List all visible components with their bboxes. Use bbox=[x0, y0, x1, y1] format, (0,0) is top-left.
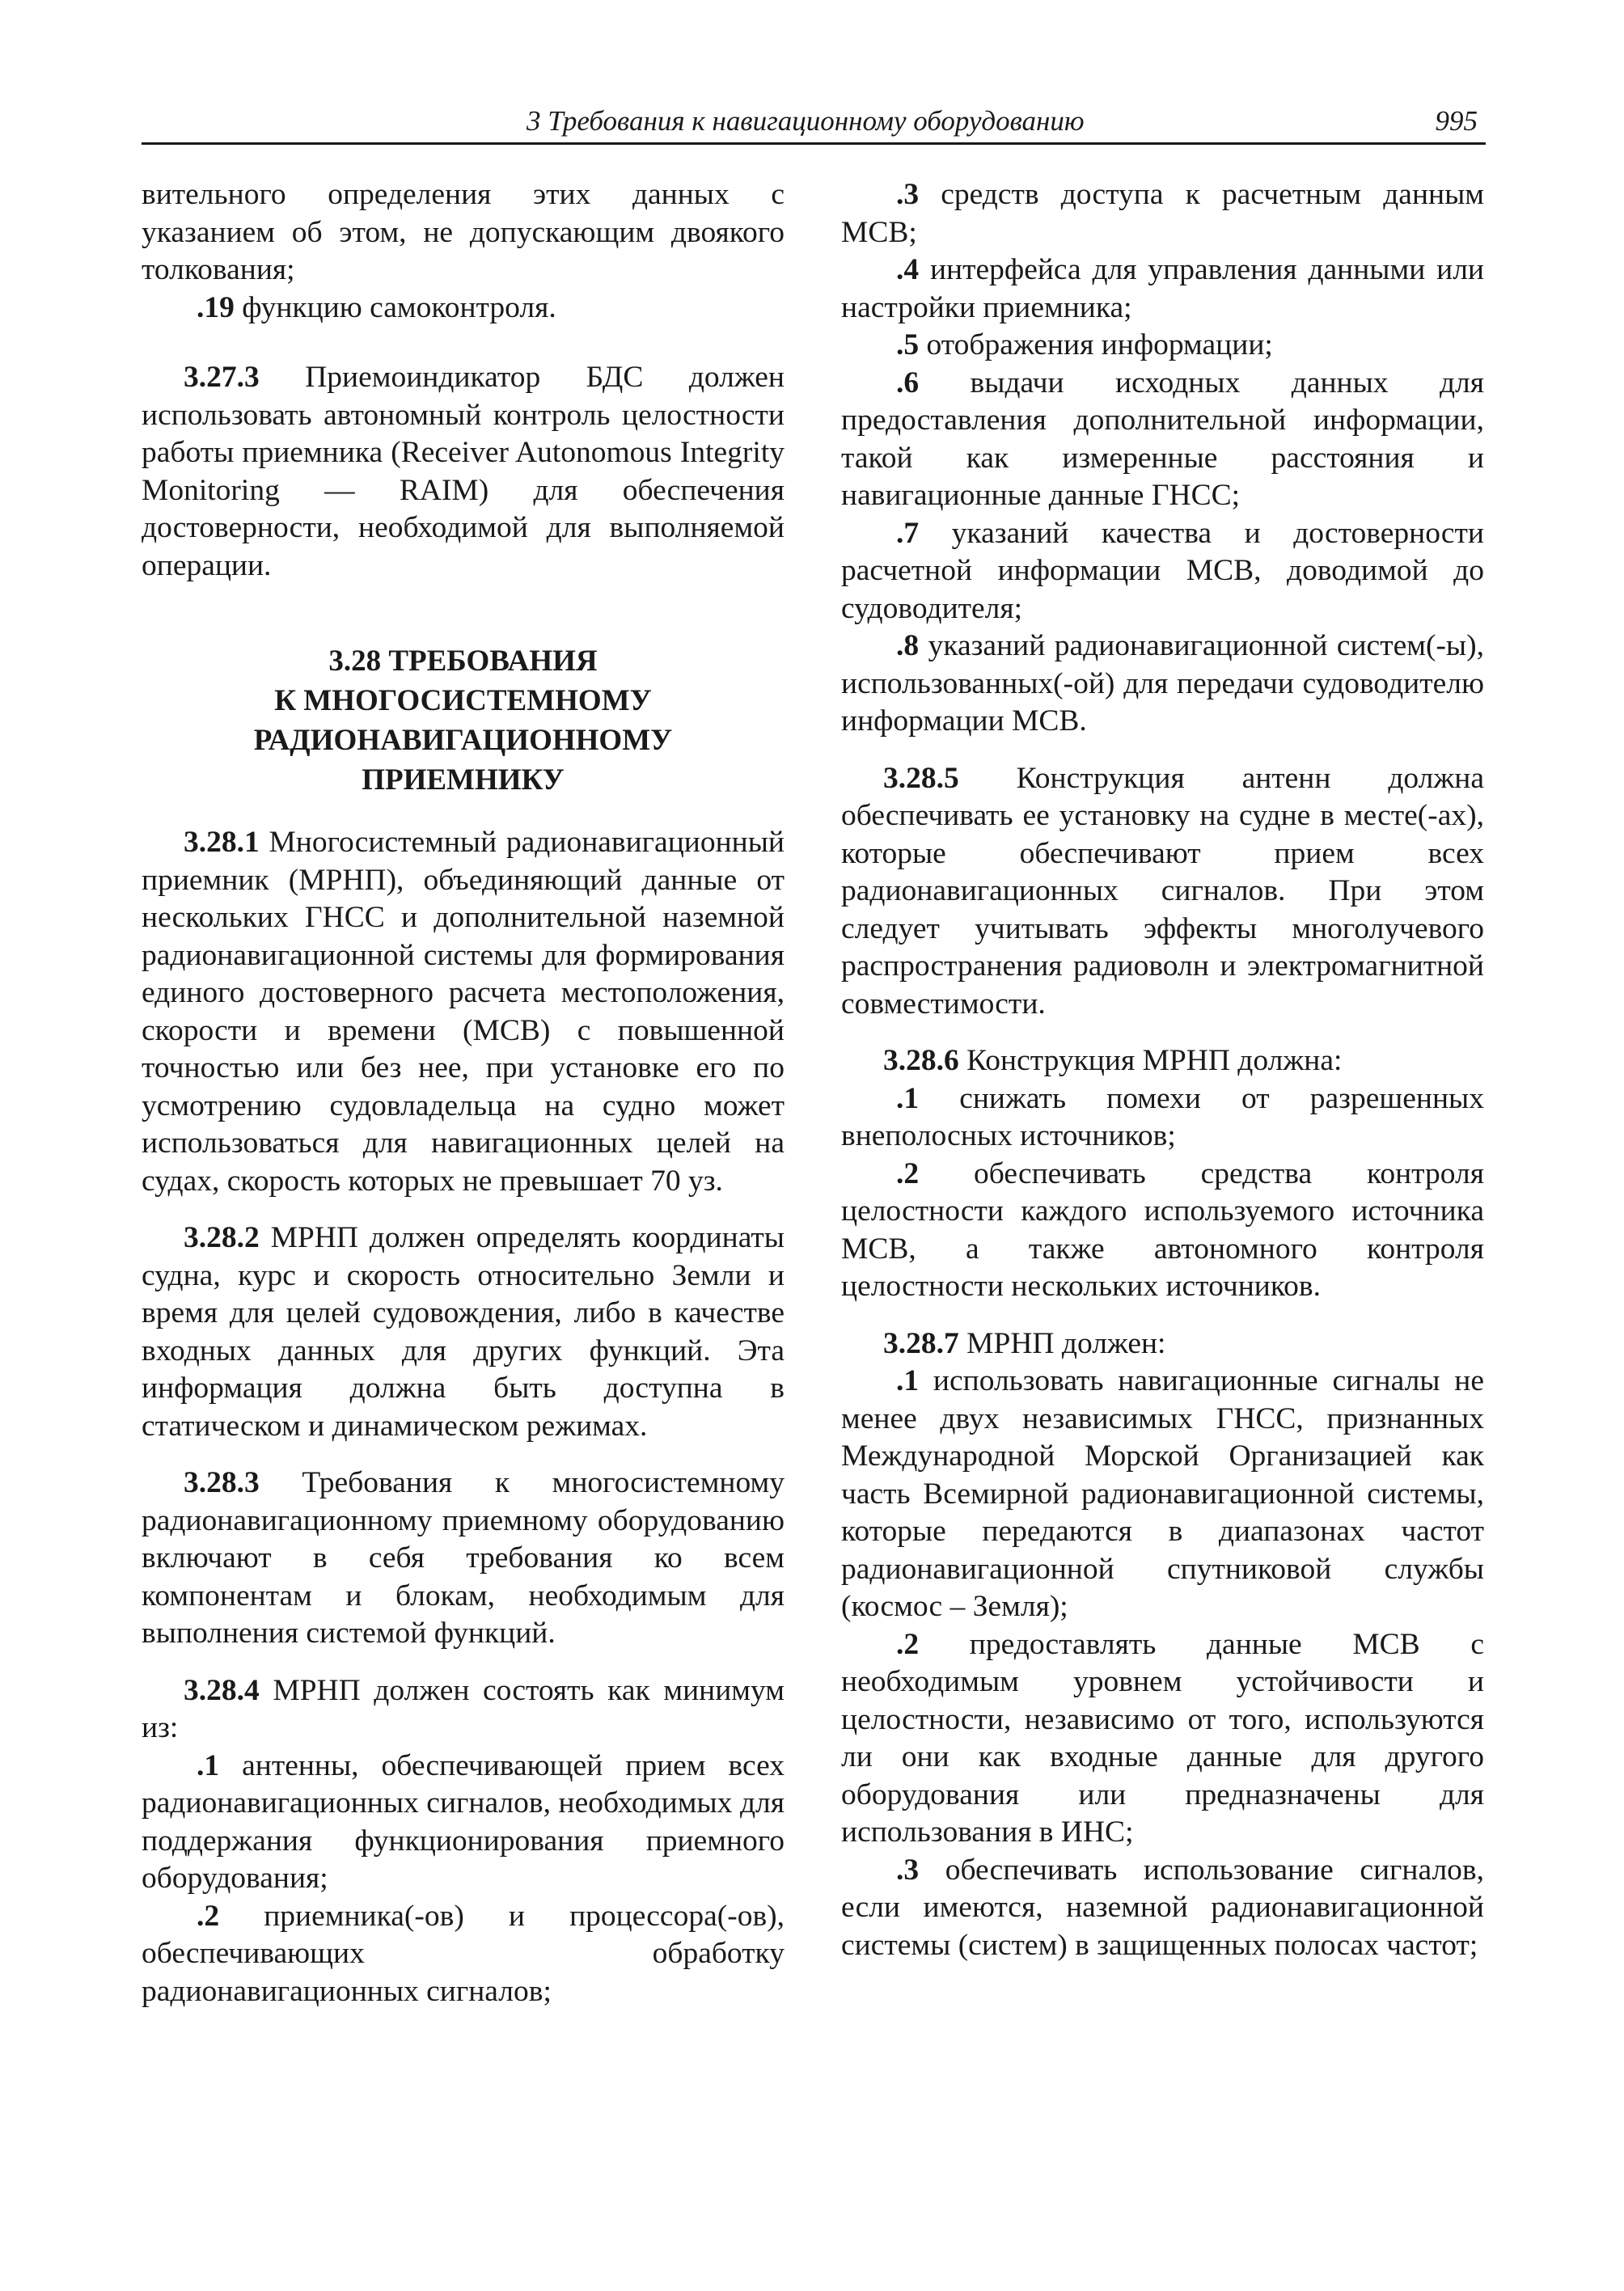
item-text: использовать навигационные сигналы не менее двух независимых ГНСС, признанных Международной Морской Организацией как часть Всемирной радионавигационной системы, которые передаются в диапазонах частот радионавигационной спутниковой службы (космос – Земля); bbox=[841, 1364, 1484, 1623]
section-number: 3.27.3 bbox=[184, 361, 260, 394]
item-text: обеспечивать средства контроля целостности каждого используемого источника МСВ, а также автономного контроля целостности нескольких источников. bbox=[841, 1156, 1484, 1303]
list-item bbox=[841, 365, 1484, 515]
item-text: предоставлять данные МСВ с необходимым уровнем устойчивости и целостности, независимо от того, используются ли они как входные данные для другого оборудования или предназначены для использования в ИНС; bbox=[841, 1627, 1484, 1849]
item-text: функцию самоконтроля. bbox=[242, 290, 556, 324]
paragraph-text: Требования к многосистемному радионавигационному приемному оборудованию включают в себя требования ко всем компонентам и блокам, необходимым для выполнения системой функций. bbox=[142, 1466, 785, 1650]
section-heading-3-28 bbox=[142, 641, 785, 800]
item-number: .6 bbox=[896, 366, 920, 399]
list-item bbox=[142, 1748, 785, 1898]
heading-line: ПРИЕМНИКУ bbox=[362, 763, 565, 797]
section-number: 3.28.4 bbox=[184, 1673, 260, 1707]
list-item bbox=[841, 1626, 1484, 1852]
item-text: приемника(-ов) и процессора(-ов), обеспечивающих обработку радионавигационных сигналов; bbox=[142, 1899, 785, 2008]
item-number: .19 bbox=[197, 290, 235, 324]
paragraph-text: Приемоиндикатор БДС должен использовать автономный контроль целостности работы приемника (Receiver Autonomous Integrity Monitoring — RAIM) для обеспечения достоверности, необходимой для выполняемой операции. bbox=[142, 361, 785, 582]
item-text: средств доступа к расчетным данным МСВ; bbox=[841, 178, 1485, 249]
item-number: .2 bbox=[896, 1627, 920, 1661]
page-number: 995 bbox=[1435, 105, 1478, 137]
list-item bbox=[841, 1080, 1484, 1156]
section-number: 3.28.3 bbox=[184, 1466, 260, 1499]
list-item bbox=[841, 176, 1484, 252]
list-item-19 bbox=[142, 290, 785, 328]
item-number: .1 bbox=[197, 1748, 220, 1782]
list-item bbox=[841, 327, 1484, 365]
heading-line: К МНОГОСИСТЕМНОМУ bbox=[274, 684, 652, 717]
paragraph-3-28-4 bbox=[142, 1672, 785, 1748]
heading-line: РАДИОНАВИГАЦИОННОМУ bbox=[253, 724, 673, 757]
section-number: 3.28.7 bbox=[883, 1326, 959, 1360]
paragraph-text: МРНП должен: bbox=[966, 1326, 1166, 1360]
item-number: .3 bbox=[896, 1853, 920, 1887]
item-number: .4 bbox=[896, 253, 920, 286]
item-number: .3 bbox=[896, 178, 920, 211]
item-number: .2 bbox=[896, 1156, 920, 1190]
list-item bbox=[142, 1898, 785, 2011]
paragraph-text: Конструкция МРНП должна: bbox=[966, 1044, 1343, 1077]
item-text: снижать помехи от разрешенных внеполосных источников; bbox=[841, 1081, 1484, 1152]
item-number: .2 bbox=[197, 1899, 220, 1933]
item-text: выдачи исходных данных для предоставления дополнительной информации, такой как измеренные расстояния и навигационные данные ГНСС; bbox=[841, 366, 1485, 512]
section-number: 3.28.1 bbox=[184, 826, 260, 859]
paragraph-3-28-2 bbox=[142, 1219, 785, 1445]
paragraph-3-27-3 bbox=[142, 359, 785, 585]
section-number: 3.28.2 bbox=[184, 1221, 260, 1254]
list-item bbox=[841, 628, 1484, 741]
item-text: антенны, обеспечивающей прием всех радионавигационных сигналов, необходимых для поддержания функционирования приемного оборудования; bbox=[142, 1748, 785, 1895]
running-header bbox=[142, 105, 1486, 145]
list-item bbox=[841, 515, 1484, 628]
list-item bbox=[841, 1363, 1484, 1626]
paragraph-3-28-7 bbox=[841, 1325, 1484, 1363]
item-number: .5 bbox=[896, 328, 920, 361]
item-number: .1 bbox=[896, 1081, 920, 1115]
paragraph-text: Конструкция антенн должна обеспечивать ее установку на судне в месте(-ах), которые обеспечивают прием всех радионавигационных сигналов. При этом следует учитывать эффекты многолучевого распространения радиоволн и электромагнитной совместимости. bbox=[841, 761, 1484, 1021]
paragraph-3-28-1 bbox=[142, 824, 785, 1200]
list-item bbox=[841, 1156, 1484, 1306]
list-item bbox=[841, 252, 1484, 327]
item-number: .7 bbox=[896, 516, 920, 550]
right-column bbox=[841, 176, 1484, 1964]
paragraph-3-28-3 bbox=[142, 1465, 785, 1653]
section-number: 3.28.5 bbox=[883, 761, 959, 795]
header-title: 3 Требования к навигационному оборудованию bbox=[527, 105, 1085, 137]
section-number: 3.28.6 bbox=[883, 1044, 959, 1077]
item-text: интерфейса для управления данными или настройки приемника; bbox=[841, 253, 1484, 324]
item-text: обеспечивать использование сигналов, если имеются, наземной радионавигационной системы (систем) в защищенных полосах частот; bbox=[841, 1853, 1485, 1962]
item-text: отображения информации; bbox=[926, 328, 1273, 361]
item-number: .8 bbox=[896, 629, 920, 662]
item-text: указаний радионавигационной систем(-ы), использованных(-ой) для передачи судоводителю информации МСВ. bbox=[841, 629, 1484, 738]
continuation-paragraph: вительного определения этих данных с указанием об этом, не допускающим двоякого толкования; bbox=[142, 178, 785, 286]
paragraph-3-28-5 bbox=[841, 760, 1484, 1024]
paragraph-text: Многосистемный радионавигационный приемник (МРНП), объединяющий данные от нескольких ГНСС и дополнительной наземной радионавигационной системы для формирования единого достоверного расчета местоположения, скорости и времени (МСВ) с повышенной точностью или без нее, при установке его по усмотрению судовладельца на судно может использоваться для навигационных целей на судах, скорость которых не превышает 70 уз. bbox=[142, 826, 785, 1198]
paragraph-3-28-6 bbox=[841, 1042, 1484, 1080]
paragraph-text: МРНП должен состоять как минимум из: bbox=[142, 1673, 785, 1744]
item-text: указаний качества и достоверности расчетной информации МСВ, доводимой до судоводителя; bbox=[841, 516, 1484, 625]
paragraph-text: МРНП должен определять координаты судна, курс и скорость относительно Земли и время для целей судовождения, либо в качестве входных данных для других функций. Эта информация должна быть доступна в статическом и динамическом режимах. bbox=[142, 1221, 785, 1443]
item-number: .1 bbox=[896, 1364, 920, 1397]
list-item bbox=[841, 1852, 1484, 1965]
heading-line: 3.28 ТРЕБОВАНИЯ bbox=[328, 645, 598, 678]
left-column bbox=[142, 176, 785, 2010]
